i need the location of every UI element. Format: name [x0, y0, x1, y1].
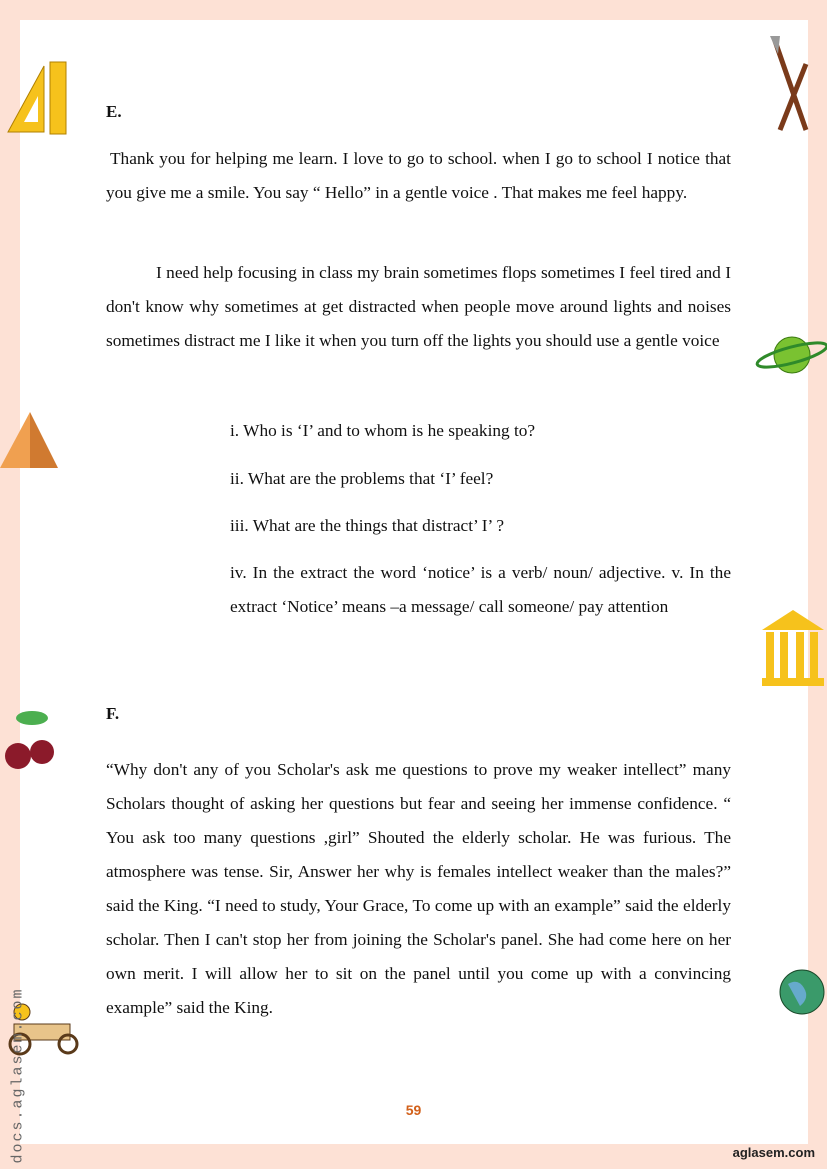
- section-e-heading: E.: [106, 102, 122, 121]
- question-iv-v: iv. In the extract the word ‘notice’ is a verb/ noun/ adjective. v. In the extract ‘Notice’ means –a message/ call someone/ pay attention: [230, 563, 731, 616]
- page-number: 59: [405, 1102, 422, 1118]
- section-e-paragraph-1: Thank you for helping me learn. I love to go to school. when I go to school I notice that you give me a smile. You say “ Hello” in a gentle voice . That makes me feel happy.: [106, 149, 731, 202]
- question-i: i. Who is ‘I’ and to whom is he speaking to?: [230, 421, 536, 440]
- planet-icon: [752, 330, 827, 380]
- globe-icon: [778, 960, 826, 1016]
- watermark: docs.aglasem.com: [9, 987, 27, 1164]
- question-iii: iii. What are the things that distract’ I’ ?: [230, 516, 505, 535]
- question-ii: ii. What are the problems that ‘I’ feel?: [230, 469, 494, 488]
- pyramid-icon: [0, 410, 58, 470]
- section-f-heading: F.: [106, 704, 120, 723]
- site-label: aglasem.com: [732, 1145, 815, 1160]
- ruler-triangle-icon: [4, 60, 68, 136]
- cherries-icon: [2, 708, 58, 778]
- section-f-paragraph: “Why don't any of you Scholar's ask me questions to prove my weaker intellect” many Scholars thought of asking her questions but fear and seeing her immense confidence. “ You ask too many questions ,girl” Shouted the elderly scholar. He was furious. The atmosphere was tense. Sir, Answer her why is females intellect weaker than the males?” said the King. “I need to study, Your Grace, To come up with an example” said the elderly scholar. Then I can't stop her from joining the Scholar's panel. She had come here on her own merit. I will allow her to sit on the panel until you come up with a convincing example” said the King.: [106, 760, 731, 1017]
- section-e-paragraph-2: I need help focusing in class my brain sometimes flops sometimes I feel tired and I don't know why sometimes at get distracted when people move around lights and noises sometimes distract me I like it when you turn off the lights you should use a gentle voice: [106, 263, 731, 350]
- tools-icon: [766, 34, 816, 134]
- temple-icon: [760, 608, 826, 688]
